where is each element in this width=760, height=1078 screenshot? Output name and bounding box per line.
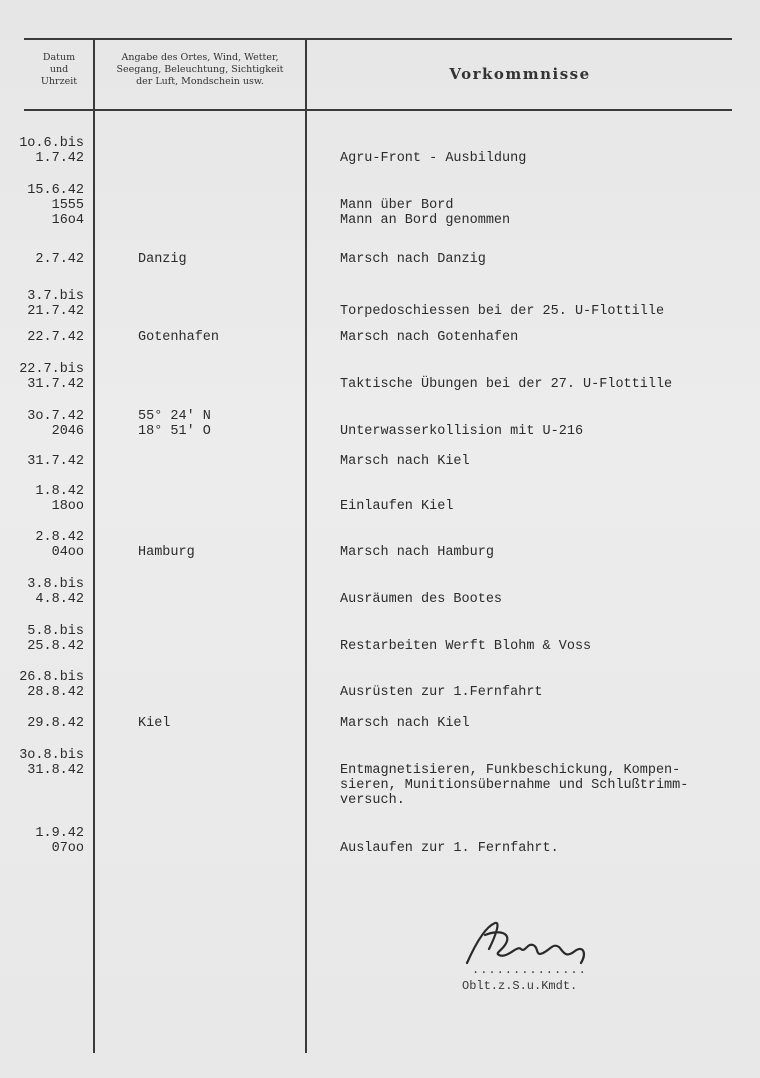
entry-date: 22.7.bis xyxy=(19,362,84,377)
entry-event: Marsch nach Kiel xyxy=(340,716,470,731)
entry-date: 31.7.42 xyxy=(27,454,84,469)
entry-event: Ausrüsten zur 1.Fernfahrt xyxy=(340,685,543,700)
header-events: Vorkommnisse xyxy=(449,65,591,83)
entry-date: 1o.6.bis xyxy=(19,136,84,151)
entry-event: Entmagnetisieren, Funkbeschickung, Kompen- xyxy=(340,763,681,778)
entry-event: Mann über Bord xyxy=(340,198,454,213)
entry-date: 28.8.42 xyxy=(27,685,84,700)
entry-date: 2.7.42 xyxy=(35,252,84,267)
entry-date: 5.8.bis xyxy=(27,624,84,639)
header-bottom-rule xyxy=(24,109,732,111)
entry-date: 1.9.42 xyxy=(35,826,84,841)
entry-date: 2.8.42 xyxy=(35,530,84,545)
entry-event: Agru-Front - Ausbildung xyxy=(340,151,527,166)
entry-date: 2046 xyxy=(51,424,84,439)
entry-date: 15.6.42 xyxy=(27,183,84,198)
entry-date: 21.7.42 xyxy=(27,304,84,319)
entry-place: 55° 24' N xyxy=(138,409,211,424)
entry-place: Gotenhafen xyxy=(138,330,220,345)
column-divider-1 xyxy=(93,38,95,1053)
entry-event: Ausräumen des Bootes xyxy=(340,592,503,607)
entry-event: versuch. xyxy=(340,793,405,808)
entry-event: Auslaufen zur 1. Fernfahrt. xyxy=(340,841,559,856)
entry-date: 29.8.42 xyxy=(27,716,84,731)
entry-place: 18° 51' O xyxy=(138,424,211,439)
entry-place: Danzig xyxy=(138,252,187,267)
entry-date: 04oo xyxy=(51,545,84,560)
entry-event: Torpedoschiessen bei der 25. U-Flottille xyxy=(340,304,665,319)
entry-place: Hamburg xyxy=(138,545,195,560)
entry-date: 3.8.bis xyxy=(27,577,84,592)
entry-event: Taktische Übungen bei der 27. U-Flottille xyxy=(340,377,673,392)
header-place-weather: Angabe des Ortes, Wind, Wetter, Seegang, Beleuchtung, Sichtigkeit der Luft, Mondschein usw. xyxy=(116,52,284,87)
column-divider-2 xyxy=(305,38,307,1053)
signature-dots: .............. xyxy=(472,963,587,977)
entry-date: 3o.8.bis xyxy=(19,748,84,763)
top-rule xyxy=(24,38,732,40)
entry-event: Einlaufen Kiel xyxy=(340,499,454,514)
entry-place: Kiel xyxy=(138,716,171,731)
entry-date: 4.8.42 xyxy=(35,592,84,607)
entry-event: Marsch nach Gotenhafen xyxy=(340,330,519,345)
entry-date: 1.7.42 xyxy=(35,151,84,166)
entry-event: Mann an Bord genommen xyxy=(340,213,511,228)
entry-event: Restarbeiten Werft Blohm & Voss xyxy=(340,639,592,654)
entry-date: 1555 xyxy=(51,198,84,213)
entry-event: sieren, Munitionsübernahme und Schlußtrimm- xyxy=(340,778,689,793)
entry-date: 3.7.bis xyxy=(27,289,84,304)
entry-date: 31.7.42 xyxy=(27,377,84,392)
entry-event: Marsch nach Danzig xyxy=(340,252,486,267)
entry-date: 22.7.42 xyxy=(27,330,84,345)
entry-event: Unterwasserkollision mit U-216 xyxy=(340,424,584,439)
entry-event: Marsch nach Kiel xyxy=(340,454,470,469)
entry-date: 26.8.bis xyxy=(19,670,84,685)
header-date-time: Datum und Uhrzeit xyxy=(40,52,78,87)
signature-title: Oblt.z.S.u.Kmdt. xyxy=(462,979,578,993)
entry-date: 1.8.42 xyxy=(35,484,84,499)
entry-date: 31.8.42 xyxy=(27,763,84,778)
entry-date: 16o4 xyxy=(51,213,84,228)
entry-event: Marsch nach Hamburg xyxy=(340,545,494,560)
entry-date: 25.8.42 xyxy=(27,639,84,654)
entry-date: 07oo xyxy=(51,841,84,856)
entry-date: 18oo xyxy=(51,499,84,514)
entry-date: 3o.7.42 xyxy=(27,409,84,424)
